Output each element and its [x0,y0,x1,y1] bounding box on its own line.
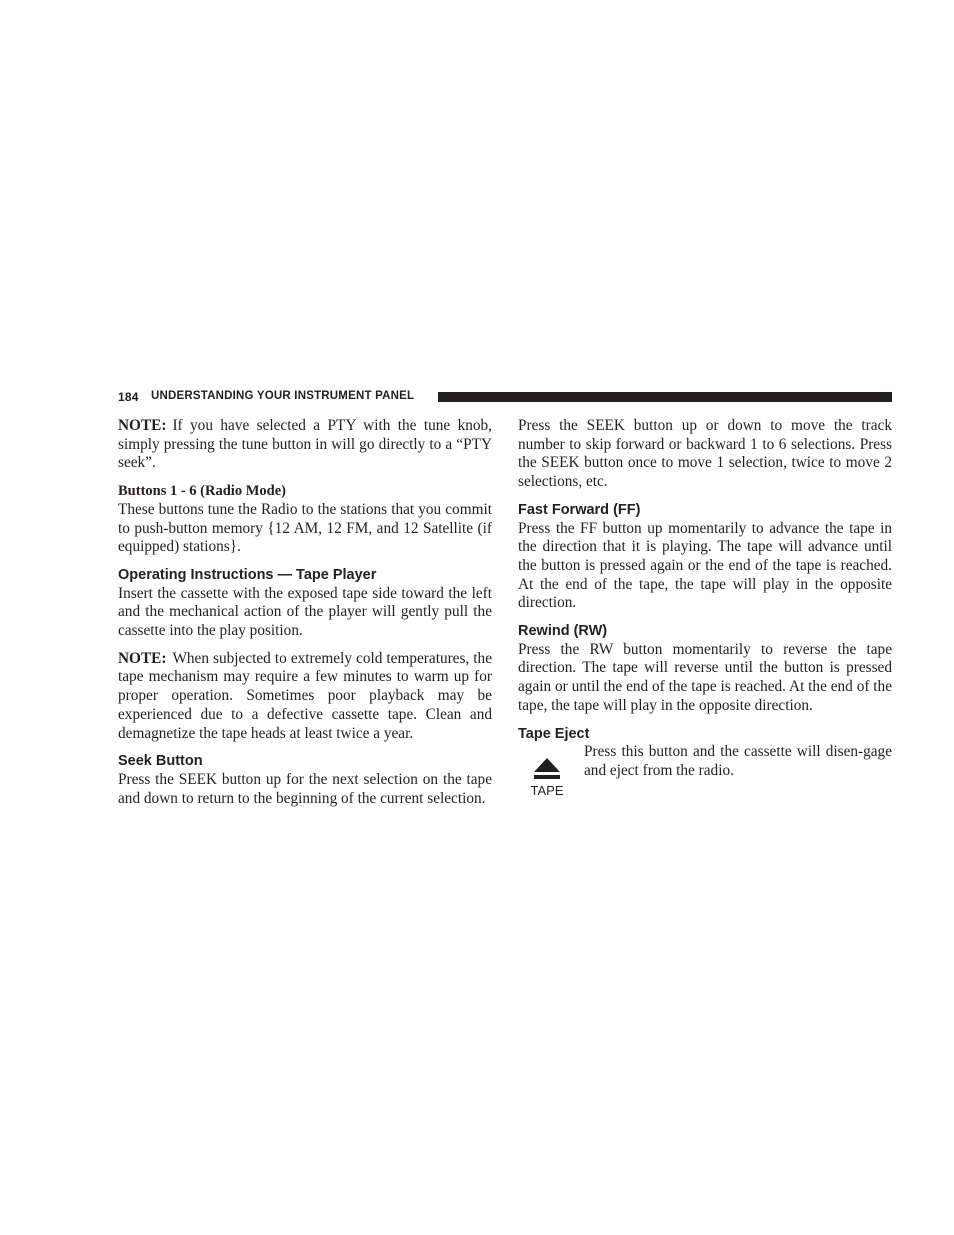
note-label: NOTE: [118,417,167,434]
page-header [118,389,892,407]
note-text: If you have selected a PTY with the tune knob, simply pressing the tune button in will go directly to a “PTY seek”. [118,417,492,472]
section-title: UNDERSTANDING YOUR INSTRUMENT PANEL [151,390,415,402]
heading-rewind: Rewind (RW) [518,623,608,640]
heading-tape-eject: Tape Eject [518,725,590,742]
paragraph-seek-track: Press the SEEK button up or down to move the track number to skip forward or backward 1 to 6 selections. Press the SEEK button once to move 1 selection, twice to move 2 selections, etc. [518,417,892,491]
note-text: When subjected to extremely cold temperatures, the tape mechanism may require a few minutes to warm up for proper operation. Sometimes poor playback may be experienced due to a defective cassette tape. Clean and demagnetize the tape heads at least twice a year. [118,649,492,742]
heading-fast-forward: Fast Forward (FF) [518,501,641,518]
heading-buttons-radio-mode: Buttons 1 - 6 (Radio Mode) [118,483,286,500]
left-column [118,417,492,808]
header-rule [438,392,892,402]
note-cold-temperatures [118,650,492,744]
note-pty [118,417,492,473]
note-label: NOTE: [118,649,167,667]
paragraph-seek-button: Press the SEEK button up for the next selection on the tape and down to return to the beginning of the current selection. [118,770,492,807]
eject-icon-label: TAPE [530,783,564,799]
paragraph-tape-eject: Press this button and the cassette will disen-gage and eject from the radio. [584,743,892,779]
paragraph-operating-instructions: Insert the cassette with the exposed tape side toward the left and the mechanical action of the player will gently pull the cassette into the play position. [118,584,492,640]
paragraph-buttons-radio-mode: These buttons tune the Radio to the stations that you commit to push-button memory {12 AM, 12 FM, and 12 Satellite (if equipped) stations}. [118,500,492,556]
heading-operating-instructions: Operating Instructions — Tape Player [118,566,377,583]
paragraph-rewind: Press the RW button momentarily to reverse the tape direction. The tape will reverse until the button is pressed again or until the end of the tape is reached. At the end of the tape, the tape will play in the opposite direction. [518,640,892,714]
heading-seek-button: Seek Button [118,753,203,770]
tape-eject-block [518,743,892,799]
eject-icon [526,755,568,799]
paragraph-fast-forward: Press the FF button up momentarily to advance the tape in the direction that it is playing. The tape will advance until the button is pressed again or the end of the tape is reached. At the end of the tape, the tape will play in the opposite direction. [518,519,892,612]
page-number: 184 [118,390,139,404]
right-column [518,417,892,799]
